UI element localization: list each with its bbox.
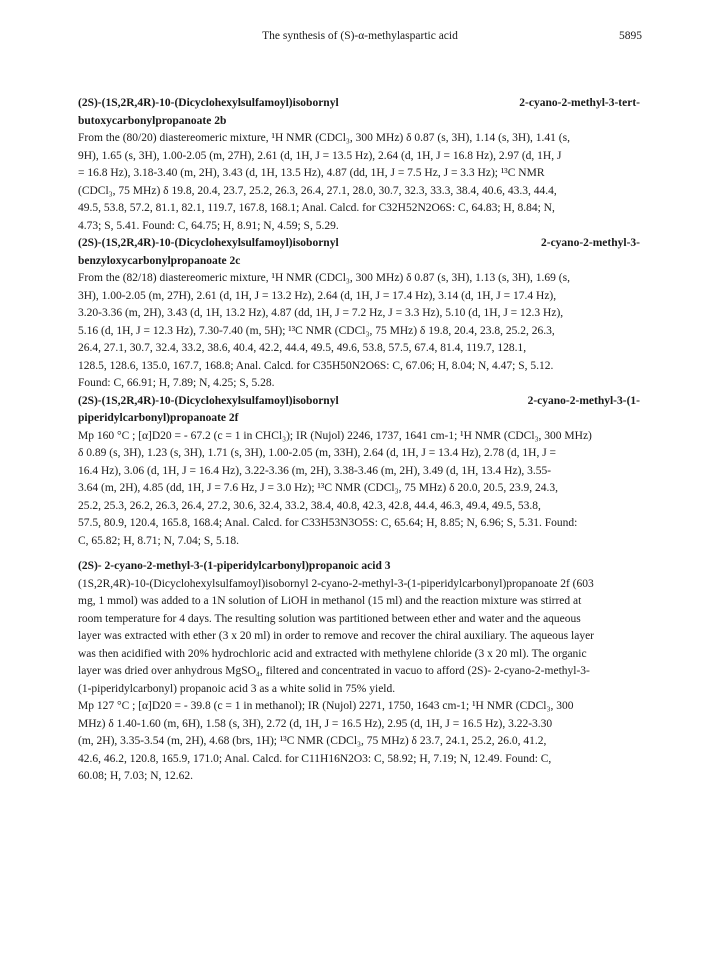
line-text: (CDCl₃, 75 MHz) δ 19.8, 20.4, 23.7, 25.2, 26.3, 26.4, 27.1, 28.0, 30.7, 32.3, 33.3, 38.4, 40.6, 43.3, 44.4,	[78, 184, 557, 197]
text-line	[78, 305, 640, 323]
text-line	[78, 698, 640, 716]
line-text: (1-piperidylcarbonyl) propanoic acid 3 as a white solid in 75% yield.	[78, 682, 396, 695]
line-text: From the (80/20) diastereomeric mixture, ¹H NMR (CDCl₃, 300 MHz) δ 0.87 (s, 3H), 1.14 (s, 3H), 1.41 (s,	[78, 132, 570, 144]
line-text: (2S)- 2-cyano-2-methyl-3-(1-piperidylcarbonyl)propanoic acid 3	[78, 560, 391, 572]
compound-heading-line	[78, 410, 640, 428]
text-line	[78, 463, 640, 481]
text-line	[78, 340, 640, 358]
text-line	[78, 165, 640, 183]
line-text: From the (82/18) diastereomeric mixture, ¹H NMR (CDCl₃, 300 MHz) δ 0.87 (s, 3H), 1.13 (s, 3H), 1.69 (s,	[78, 272, 570, 284]
text-line	[78, 375, 640, 393]
line-text: Found: C, 66.91; H, 7.89; N, 4.25; S, 5.28.	[78, 377, 275, 389]
paragraph-gap	[78, 550, 640, 558]
text-line	[78, 130, 640, 148]
line-text: C, 65.82; H, 8.71; N, 7.04; S, 5.18.	[78, 534, 240, 547]
line-text: layer was dried over anhydrous MgSO₄, filtered and concentrated in vacuo to afford (2S)- 2-cyano-2-methyl-3-	[78, 665, 590, 677]
compound-heading-line	[78, 235, 640, 253]
line-text: 60.08; H, 7.03; N, 12.62.	[78, 770, 193, 782]
line-text: 16.4 Hz), 3.06 (d, 1H, J = 16.4 Hz), 3.22-3.36 (m, 2H), 3.38-3.46 (m, 2H), 3.49 (d, 1H, 13.4 Hz), 3.55-	[78, 464, 552, 477]
line-text: 26.4, 27.1, 30.7, 32.4, 33.2, 38.6, 40.4, 42.2, 44.4, 49.5, 49.6, 53.8, 57.5, 67.4, 81.4, 119.7, 128.1,	[78, 342, 527, 354]
text-line	[78, 515, 640, 533]
text-line	[78, 646, 640, 664]
line-text-right: 2-cyano-2-methyl-3-tert-	[519, 97, 640, 109]
text-line	[78, 218, 640, 236]
text-line	[78, 768, 640, 786]
line-text: was then acidified with 20% hydrochloric acid and extracted with methylene chloride (3 x 20 ml). The organic	[78, 647, 587, 660]
text-line	[78, 183, 640, 201]
compound-heading-line	[78, 393, 640, 411]
line-text: (2S)-(1S,2R,4R)-10-(Dicyclohexylsulfamoyl)isobornyl	[78, 394, 339, 407]
text-line	[78, 200, 640, 218]
text-line	[78, 428, 640, 446]
line-text: 3.20-3.36 (m, 2H), 3.43 (d, 1H, 13.2 Hz), 4.87 (dd, 1H, J = 7.2 Hz, J = 3.3 Hz), 5.10 (d, 1H, J = 12.3 Hz),	[78, 307, 564, 319]
text-line	[78, 733, 640, 751]
line-text: (2S)-(1S,2R,4R)-10-(Dicyclohexylsulfamoyl)isobornyl	[78, 237, 339, 249]
compound-heading-line	[78, 95, 640, 113]
compound-heading-line	[78, 558, 640, 576]
line-text: 3.64 (m, 2H), 4.85 (dd, 1H, J = 7.6 Hz, J = 3.0 Hz); ¹³C NMR (CDCl₃, 75 MHz) δ 20.0, 20.5, 23.9, 24.3,	[78, 482, 559, 494]
line-text: benzyloxycarbonylpropanoate 2c	[78, 254, 241, 267]
line-text: (1S,2R,4R)-10-(Dicyclohexylsulfamoyl)isobornyl 2-cyano-2-methyl-3-(1-piperidylcarbonyl)propanoate 2f (603	[78, 577, 594, 590]
line-text-right: 2-cyano-2-methyl-3-(1-	[527, 394, 640, 407]
text-line	[78, 611, 640, 629]
text-line	[78, 270, 640, 288]
line-text: 3H), 1.00-2.05 (m, 27H), 2.61 (d, 1H, J = 13.2 Hz), 2.64 (d, 1H, J = 17.4 Hz), 3.14 (d, 1H, J = 17.4 Hz),	[78, 289, 557, 302]
text-line	[78, 445, 640, 463]
page-number: 5895	[619, 30, 642, 42]
text-line	[78, 533, 640, 551]
text-line	[78, 663, 640, 681]
text-line	[78, 358, 640, 376]
line-text: 57.5, 80.9, 120.4, 165.8, 168.4; Anal. Calcd. for C33H53N3O5S: C, 65.64; H, 8.85; N, 6.96; S, 5.31. Found:	[78, 517, 578, 529]
compound-heading-line	[78, 113, 640, 131]
line-text: room temperature for 4 days. The resulting solution was partitioned between ether and water and the aqueous	[78, 612, 581, 625]
line-text: mg, 1 mmol) was added to a 1N solution of LiOH in methanol (15 ml) and the reaction mixture was stirred at	[78, 595, 582, 607]
text-line	[78, 498, 640, 516]
line-text: piperidylcarbonyl)propanoate 2f	[78, 412, 239, 424]
line-text: 128.5, 128.6, 135.0, 167.7, 168.8; Anal. Calcd. for C35H50N2O6S: C, 67.06; H, 8.04; N, 4.47; S, 5.12.	[78, 359, 554, 372]
line-text: 9H), 1.65 (s, 3H), 1.00-2.05 (m, 27H), 2.61 (d, 1H, J = 13.5 Hz), 2.64 (d, 1H, J = 16.8 Hz), 2.97 (d, 1H, J	[78, 149, 562, 162]
line-text: = 16.8 Hz), 3.18-3.40 (m, 2H), 3.43 (d, 1H, 13.5 Hz), 4.87 (dd, 1H, J = 7.5 Hz, J = 3.3 Hz); ¹³C NMR	[78, 167, 545, 179]
line-text-right: 2-cyano-2-methyl-3-	[540, 237, 640, 249]
line-text: butoxycarbonylpropanoate 2b	[78, 114, 227, 127]
line-text: 4.73; S, 5.41. Found: C, 64.75; H, 8.91; N, 4.59; S, 5.29.	[78, 219, 339, 232]
text-line	[78, 716, 640, 734]
line-text: (m, 2H), 3.35-3.54 (m, 2H), 4.68 (brs, 1H); ¹³C NMR (CDCl₃, 75 MHz) δ 23.7, 24.1, 25.2, 26.0, 41.2,	[78, 735, 547, 747]
text-line	[78, 681, 640, 699]
line-text: Mp 127 °C ; [α]D20 = - 39.8 (c = 1 in methanol); IR (Nujol) 2271, 1750, 1643 cm-1; ¹H NMR (CDCl₃, 300	[78, 700, 574, 712]
line-text: 49.5, 53.8, 57.2, 81.1, 82.1, 119.7, 167.8, 168.1; Anal. Calcd. for C32H52N2O6S: C, 64.83; H, 8.84; N,	[78, 202, 555, 214]
line-text: δ 0.89 (s, 3H), 1.23 (s, 3H), 1.71 (s, 3H), 1.00-2.05 (m, 33H), 2.64 (d, 1H, J = 13.4 Hz), 2.78 (d, 1H, J =	[78, 447, 557, 459]
text-line	[78, 323, 640, 341]
line-text: (2S)-(1S,2R,4R)-10-(Dicyclohexylsulfamoyl)isobornyl	[78, 97, 339, 109]
text-line	[78, 628, 640, 646]
article-body	[78, 95, 640, 786]
text-line	[78, 751, 640, 769]
text-line	[78, 288, 640, 306]
line-text: layer was extracted with ether (3 x 20 ml) in order to remove and recover the chiral auxiliary. The aqueous layer	[78, 630, 595, 642]
line-text: MHz) δ 1.40-1.60 (m, 6H), 1.58 (s, 3H), 2.72 (d, 1H, J = 16.5 Hz), 2.95 (d, 1H, J = 16.5 Hz), 3.22-3.30	[78, 717, 553, 730]
text-line	[78, 480, 640, 498]
running-title: The synthesis of (S)-α-methylaspartic acid	[262, 30, 458, 42]
text-line	[78, 593, 640, 611]
text-line	[78, 148, 640, 166]
line-text: 25.2, 25.3, 26.2, 26.3, 26.4, 27.2, 30.6, 32.4, 33.2, 38.4, 40.8, 42.3, 42.8, 44.4, 46.3, 49.4, 49.5, 53.8,	[78, 499, 541, 512]
line-text: 5.16 (d, 1H, J = 12.3 Hz), 7.30-7.40 (m, 5H); ¹³C NMR (CDCl₃, 75 MHz) δ 19.8, 20.4, 23.8, 25.2, 26.3,	[78, 324, 555, 337]
line-text: 42.6, 46.2, 120.8, 165.9, 171.0; Anal. Calcd. for C11H16N2O3: C, 58.92; H, 7.19; N, 12.49. Found: C,	[78, 752, 552, 765]
text-line	[78, 576, 640, 594]
compound-heading-line	[78, 253, 640, 271]
line-text: Mp 160 °C ; [α]D20 = - 67.2 (c = 1 in CHCl₃); IR (Nujol) 2246, 1737, 1641 cm-1; ¹H NMR (CDCl₃, 300 MHz)	[78, 429, 592, 442]
